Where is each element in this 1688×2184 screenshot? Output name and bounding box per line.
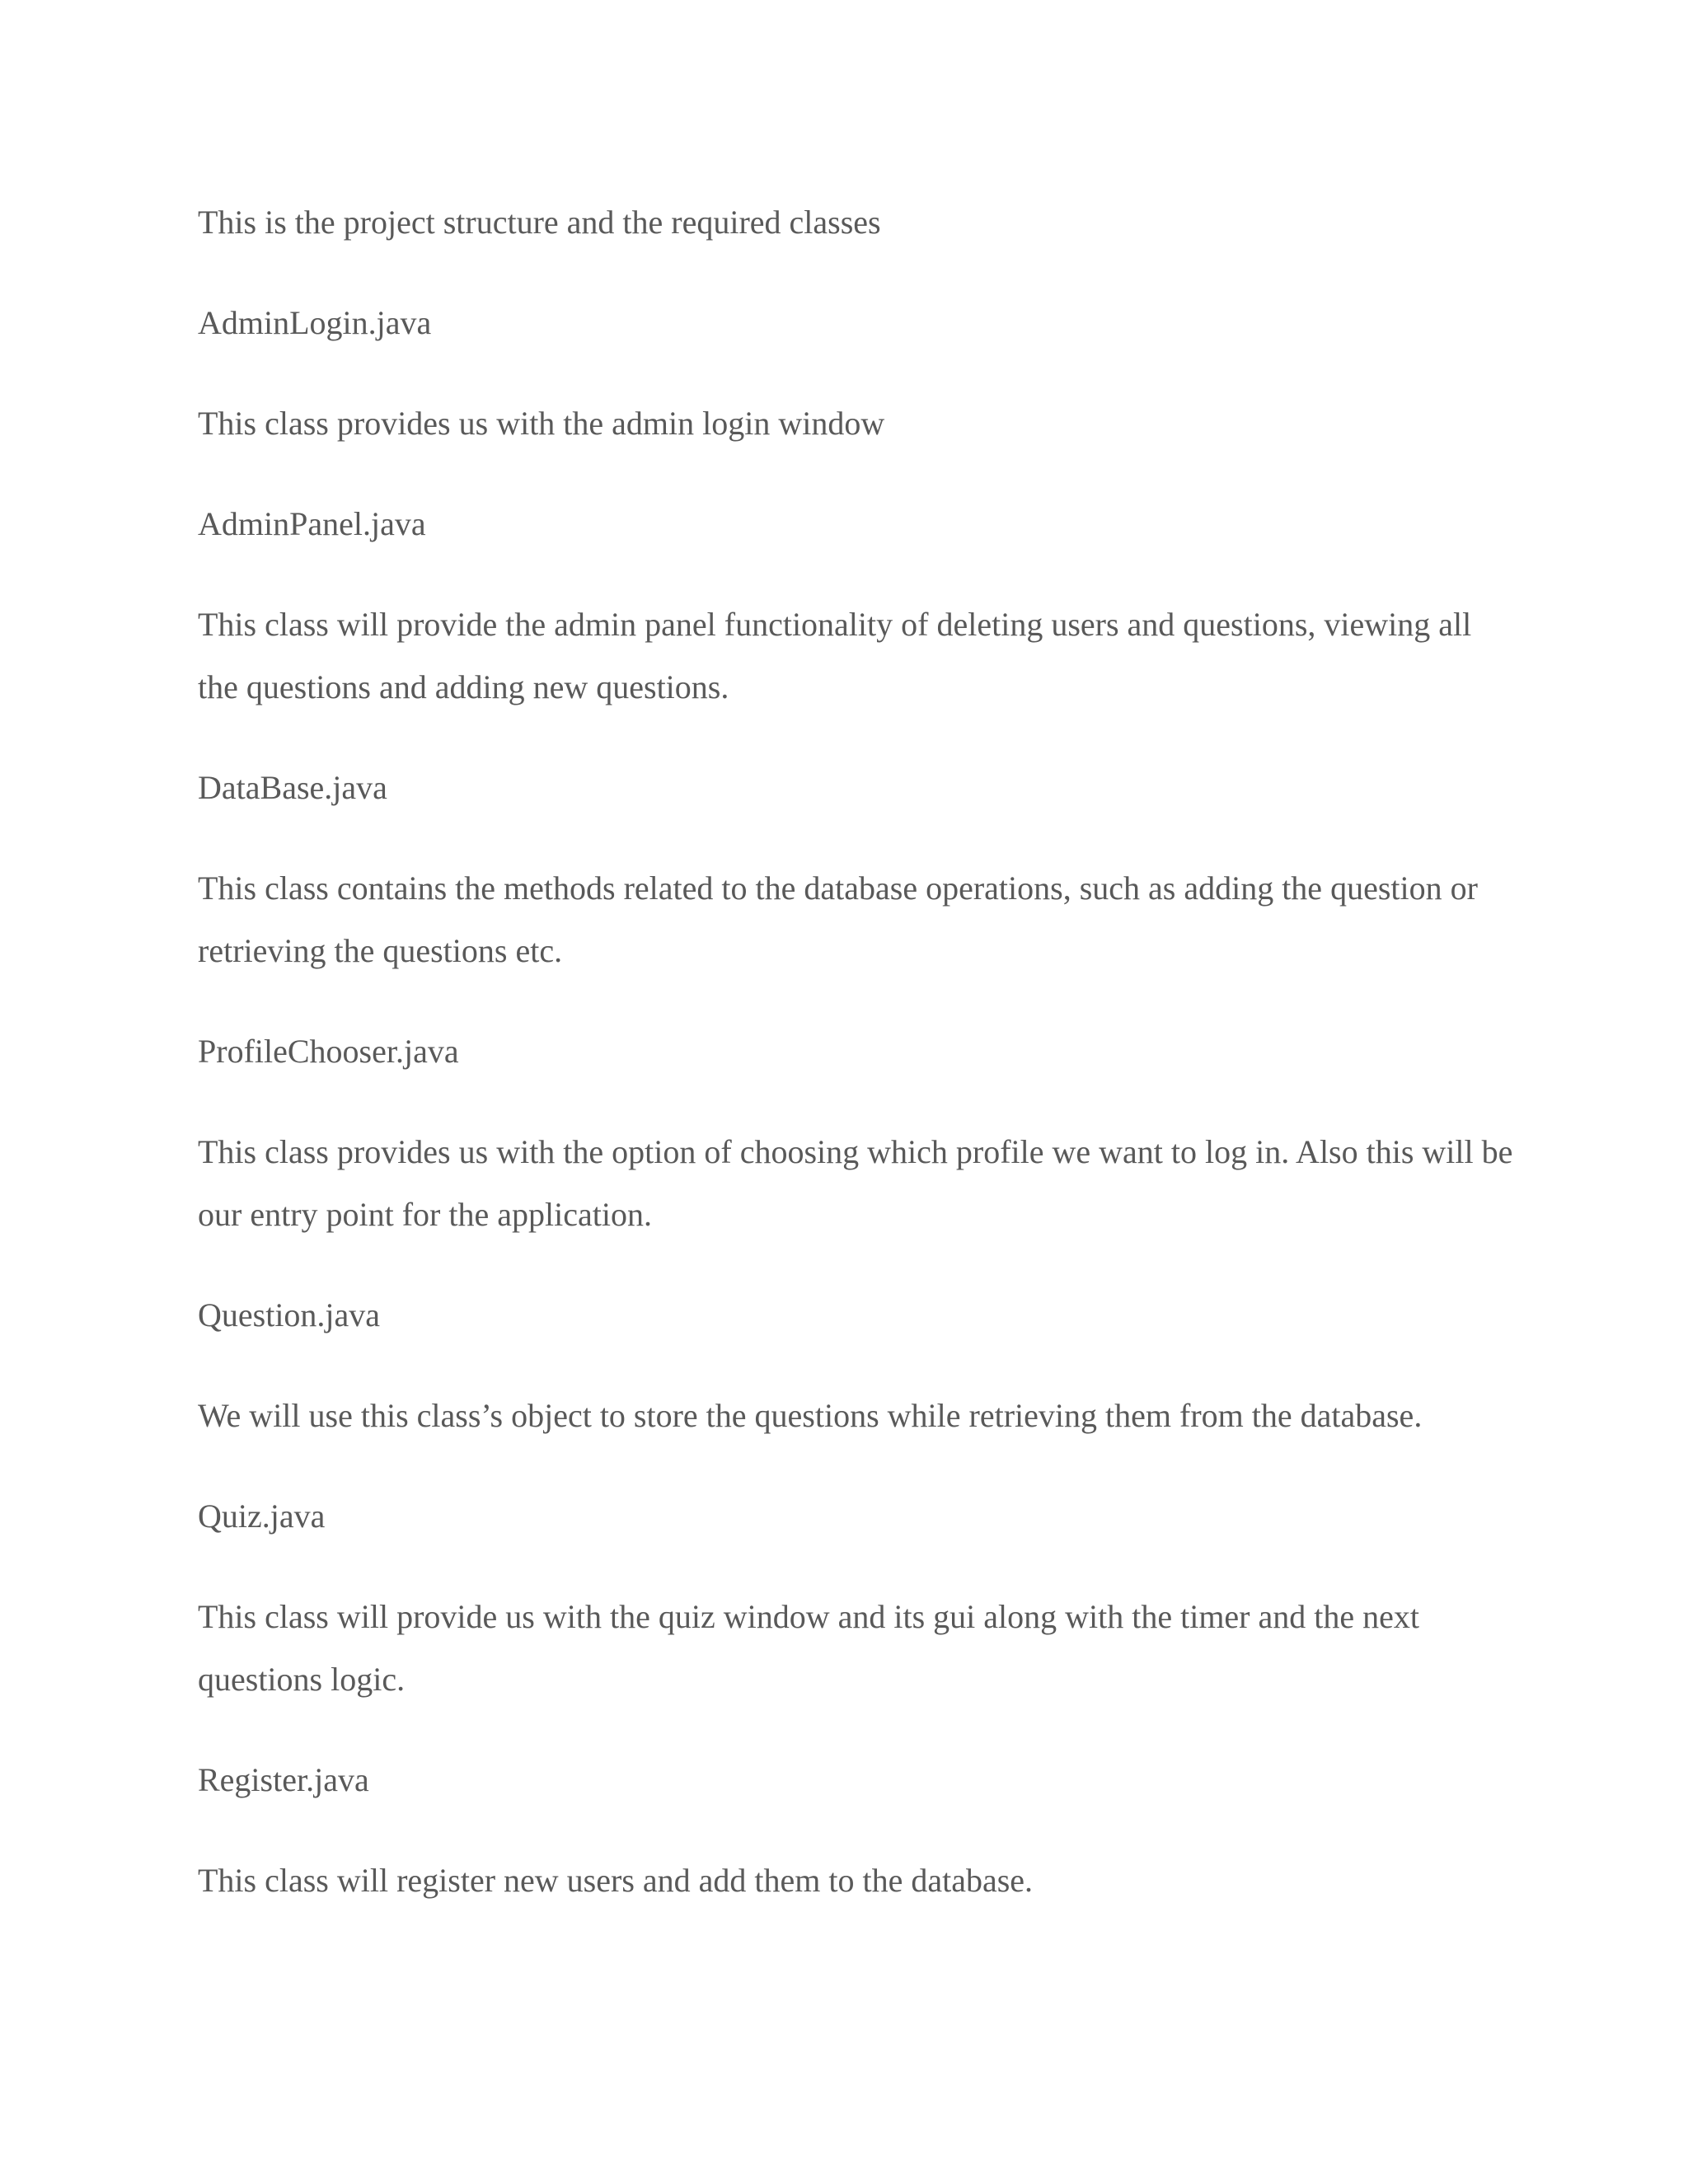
- class-description-quiz: This class will provide us with the quiz window and its gui along with the timer and the next questions logic.: [198, 1598, 1419, 1698]
- class-filename-adminlogin: AdminLogin.java: [198, 304, 432, 341]
- class-filename-quiz: Quiz.java: [198, 1497, 326, 1535]
- intro-paragraph: This is the project structure and the required classes: [198, 204, 881, 241]
- class-description-adminpanel: This class will provide the admin panel functionality of deleting users and questions, viewing all the questions and adding new questions.: [198, 606, 1472, 705]
- class-description-profilechooser: This class provides us with the option of choosing which profile we want to log in. Also this will be our entry point for the application.: [198, 1133, 1513, 1233]
- class-description-question: We will use this class’s object to store the questions while retrieving them from the database.: [198, 1397, 1423, 1434]
- class-filename-profilechooser: ProfileChooser.java: [198, 1033, 459, 1070]
- class-description-database: This class contains the methods related to the database operations, such as adding the question or retrieving the questions etc.: [198, 869, 1478, 969]
- class-description-register: This class will register new users and add them to the database.: [198, 1862, 1034, 1899]
- class-filename-database: DataBase.java: [198, 769, 387, 806]
- class-filename-question: Question.java: [198, 1296, 381, 1333]
- class-filename-register: Register.java: [198, 1761, 369, 1798]
- document-page: [198, 191, 1517, 1950]
- class-description-adminlogin: This class provides us with the admin login window: [198, 405, 885, 442]
- class-filename-adminpanel: AdminPanel.java: [198, 505, 426, 542]
